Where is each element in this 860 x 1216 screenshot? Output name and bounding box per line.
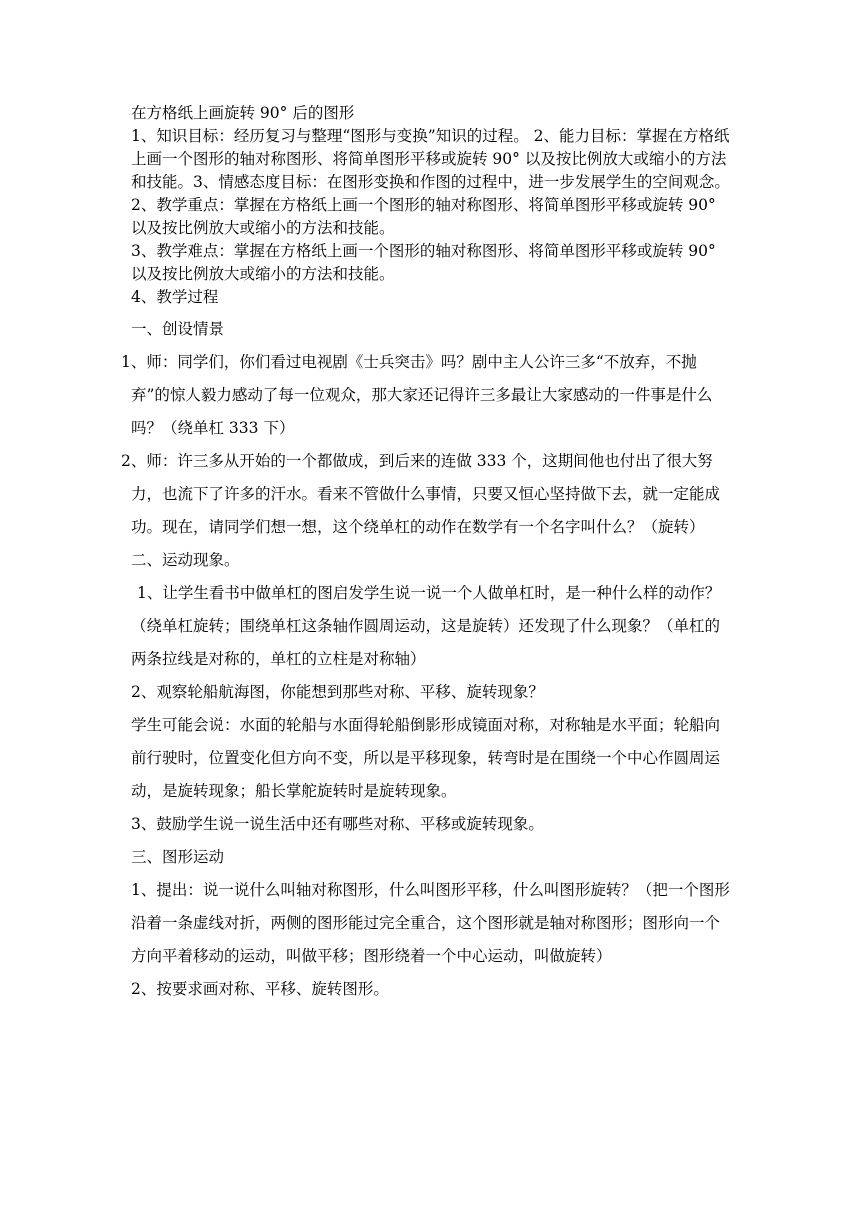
lesson-title: 在方格纸上画旋转 90° 后的图形: [131, 104, 355, 122]
section2-paragraph-1: 1、让学生看书中做单杠的图启发学生说一说一个人做单杠时，是一种什么样的动作？（绕单杠旋转；围绕单杠这条轴作圆周运动，这是旋转）还发现了什么现象？（单杠的两条拉线是对称的，单杠的立柱是对称轴）: [131, 584, 721, 668]
section1-paragraph-2: 2、师：许三多从开始的一个都做成，到后来的连做 333 个，这期间他也付出了很大努力，也流下了许多的汗水。看来不管做什么事情，只要又恒心坚持做下去，就一定能成功。现在，请同学们想一想，这个绕单杠的动作在数学有一个名字叫什么？（旋转）: [121, 452, 721, 536]
section-heading: 二、运动现象。: [131, 551, 240, 569]
section-heading: 三、图形运动: [131, 848, 225, 866]
section2-paragraph-3: 学生可能会说：水面的轮船与水面得轮船倒影形成镜面对称，对称轴是水平面；轮船向前行驶时，位置变化但方向不变，所以是平移现象，转弯时是在围绕一个中心作圆周运动，是旋转现象；船长掌舵旋转时是旋转现象。: [131, 716, 721, 800]
objectives-paragraph: 1、知识目标：经历复习与整理“图形与变换”知识的过程。 2、能力目标：掌握在方格纸上画一个图形的轴对称图形、将简单图形平移或旋转 90° 以及按比例放大或缩小的方法和技能。3、情感态度目标：在图形变换和作图的过程中，进一步发展学生的空间观念。: [131, 127, 730, 191]
section3-paragraph-2: 2、按要求画对称、平移、旋转图形。: [131, 980, 389, 998]
lesson-process-block: [121, 313, 731, 1006]
section2-paragraph-4: 3、鼓励学生说一说生活中还有哪些对称、平移或旋转现象。: [131, 815, 544, 833]
document-body: [121, 102, 731, 1006]
section-heading: 一、创设情景: [131, 320, 225, 338]
section3-paragraph-1: 1、提出：说一说什么叫轴对称图形，什么叫图形平移，什么叫图形旋转？（把一个图形沿着一条虚线对折，两侧的图形能过完全重合，这个图形就是轴对称图形；图形向一个方向平着移动的运动，叫做平移；图形绕着一个中心运动，叫做旋转）: [131, 881, 730, 965]
difficulties-paragraph: 3、教学难点：掌握在方格纸上画一个图形的轴对称图形、将简单图形平移或旋转 90° 以及按比例放大或缩小的方法和技能。: [131, 242, 716, 283]
key-points-paragraph: 2、教学重点：掌握在方格纸上画一个图形的轴对称图形、将简单图形平移或旋转 90° 以及按比例放大或缩小的方法和技能。: [131, 196, 716, 237]
section1-paragraph-1: 1、师：同学们，你们看过电视剧《士兵突击》吗？剧中主人公许三多“不放弃，不抛弃”的惊人毅力感动了每一位观众，那大家还记得许三多最让大家感动的一件事是什么吗？（绕单杠 333 下）: [121, 353, 713, 437]
process-heading: 4、教学过程: [131, 288, 219, 306]
section2-paragraph-2: 2、观察轮船航海图，你能想到那些对称、平移、旋转现象？: [131, 683, 544, 701]
lesson-header-block: [131, 102, 731, 309]
